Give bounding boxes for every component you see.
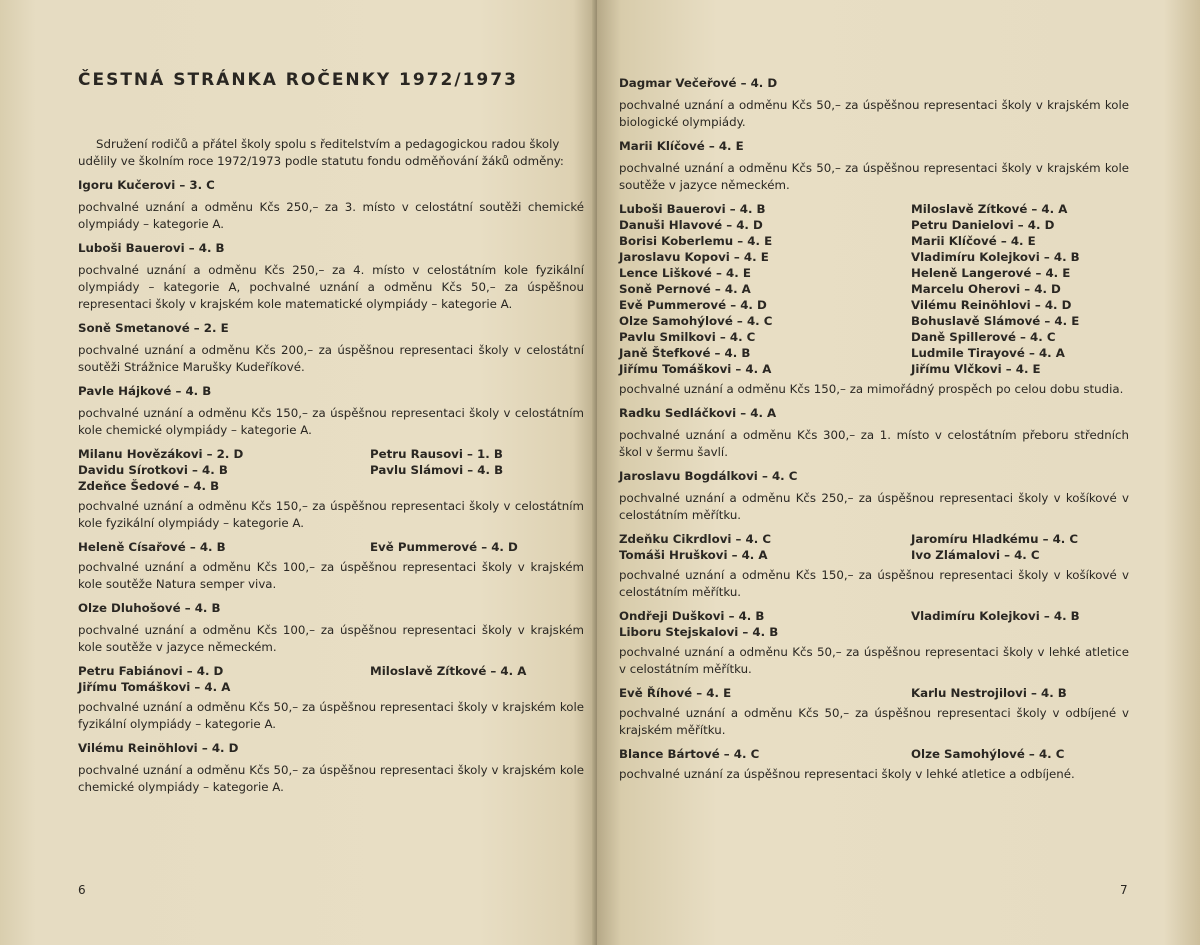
award-description: pochvalné uznání a odměnu Kčs 100,– za úspěšnou representaci školy v krajském kole soutěže Natura semper viva. [78,560,584,591]
recipient-name: Zdeňku Cikrdlovi – 4. C [619,532,772,546]
recipient-name: Daně Spillerové – 4. C [911,330,1056,344]
recipient-name: Olze Samohýlové – 4. C [911,747,1065,761]
recipient-name: Janě Štefkové – 4. B [619,346,751,360]
recipient-column [370,663,584,695]
recipient-name: Evě Říhové – 4. E [619,686,732,700]
recipient-column [619,201,911,377]
recipient-name: Pavlu Smilkovi – 4. C [619,330,756,344]
award-entry [619,405,1129,461]
recipient-name: Pavlu Slámovi – 4. B [370,463,504,477]
award-entry [78,240,584,313]
award-list [78,177,584,796]
award-entry [78,663,584,733]
recipient-column [370,539,584,555]
award-entry [619,468,1129,524]
award-description: pochvalné uznání a odměnu Kčs 150,– za úspěšnou representaci školy v košíkové v celostátním měřítku. [619,568,1129,599]
recipient-column [911,685,1129,701]
award-entry [78,600,584,656]
recipient-name: Ivo Zlámalovi – 4. C [911,548,1040,562]
recipient-column [911,608,1129,640]
recipient-name: Bohuslavě Slámové – 4. E [911,314,1080,328]
recipient-name: Vilému Reinöhlovi – 4. D [78,741,239,755]
recipient-name: Blance Bártové – 4. C [619,747,760,761]
award-entry [619,685,1129,739]
recipient-column [619,531,911,563]
recipient-name: Jiřímu Vlčkovi – 4. E [911,362,1041,376]
recipient-column [619,746,911,762]
recipient-columns [619,746,1129,762]
recipient-name: Heleně Císařové – 4. B [78,540,226,554]
recipient-name: Vilému Reinöhlovi – 4. D [911,298,1072,312]
recipient-name: Luboši Bauerovi – 4. B [619,202,766,216]
recipient-name: Dagmar Večeřové – 4. D [619,76,778,90]
right-page [597,0,1200,945]
recipient-name: Jaroslavu Kopovi – 4. E [619,250,769,264]
recipient-column [619,608,911,640]
award-description: pochvalné uznání a odměnu Kčs 100,– za úspěšnou representaci školy v krajském kole soutěže v jazyce německém. [78,623,584,654]
page-title: ČESTNÁ STRÁNKA ROČENKY 1972/1973 [78,70,518,90]
recipient-name: Soně Pernové – 4. A [619,282,751,296]
recipient-name: Olze Samohýlové – 4. C [619,314,773,328]
recipient-columns [619,531,1129,563]
recipient-columns [78,663,584,695]
award-entry [78,177,584,233]
award-entry [619,138,1129,194]
recipient-columns [619,608,1129,640]
recipient-name: Karlu Nestrojilovi – 4. B [911,686,1067,700]
award-description: pochvalné uznání a odměnu Kčs 300,– za 1. místo v celostátním přeboru středních škol v šermu šavlí. [619,428,1129,459]
recipient-name: Marii Klíčové – 4. E [619,139,744,153]
recipient-name: Petru Rausovi – 1. B [370,447,503,461]
recipient-name: Vladimíru Kolejkovi – 4. B [911,250,1080,264]
page-number: 6 [78,883,86,897]
award-entry [619,608,1129,678]
recipient-name: Olze Dluhošové – 4. B [78,601,221,615]
recipient-column [78,663,370,695]
recipient-name: Danuši Hlavové – 4. D [619,218,763,232]
recipient-columns [78,539,584,555]
award-description: pochvalné uznání a odměnu Kčs 200,– za úspěšnou representaci školy v celostátní soutěži Strážnice Marušky Kudeříkové. [78,343,584,374]
recipient-name: Miloslavě Zítkové – 4. A [911,202,1068,216]
award-description: pochvalné uznání a odměnu Kčs 250,– za 3. místo v celostátní soutěži chemické olympiády – kategorie A. [78,200,584,231]
recipient-name: Petru Fabiánovi – 4. D [78,664,224,678]
left-page [0,0,597,945]
award-entry [619,531,1129,601]
recipient-name: Ondřeji Duškovi – 4. B [619,609,765,623]
award-entry [78,383,584,439]
intro-paragraph: Sdružení rodičů a přátel školy spolu s ředitelstvím a pedagogickou radou školy udělily ve školním roce 1972/1973 podle statutu fondu odměňování žáků odměny: [78,137,564,168]
recipient-column [78,539,370,555]
recipient-columns [78,446,584,494]
recipient-name: Petru Danielovi – 4. D [911,218,1055,232]
recipient-name: Evě Pummerové – 4. D [619,298,767,312]
recipient-column [619,685,911,701]
recipient-columns [619,201,1129,377]
award-entry [78,539,584,593]
recipient-name: Jiřímu Tomáškovi – 4. A [78,680,231,694]
award-description: pochvalné uznání a odměnu Kčs 250,– za 4. místo v celostátním kole fyzikální olympiády – kategorie A, pochvalné uznání a odměnu Kčs 50,– za úspěšnou representaci školy v krajském kole matematické olympiády – kategorie A. [78,263,584,311]
award-entry [78,446,584,532]
award-description: pochvalné uznání a odměnu Kčs 50,– za úspěšnou representaci školy v odbíjené v krajském měřítku. [619,706,1129,737]
award-entry [78,320,584,376]
award-description: pochvalné uznání a odměnu Kčs 50,– za úspěšnou representaci školy v lehké atletice v celostátním měřítku. [619,645,1129,676]
recipient-name: Evě Pummerové – 4. D [370,540,518,554]
recipient-name: Marii Klíčové – 4. E [911,234,1036,248]
award-entry [78,740,584,796]
award-description: pochvalné uznání a odměnu Kčs 50,– za úspěšnou representaci školy v krajském kole biologické olympiády. [619,98,1129,129]
recipient-column [911,746,1129,762]
recipient-column [370,446,584,494]
recipient-name: Marcelu Oherovi – 4. D [911,282,1061,296]
recipient-name: Lence Liškové – 4. E [619,266,751,280]
award-entry [619,75,1129,131]
award-entry [619,201,1129,398]
recipient-name: Borisi Koberlemu – 4. E [619,234,773,248]
award-description: pochvalné uznání a odměnu Kčs 150,– za úspěšnou representaci školy v celostátním kole fyzikální olympiády – kategorie A. [78,499,584,530]
recipient-name: Jiřímu Tomáškovi – 4. A [619,362,772,376]
recipient-name: Igoru Kučerovi – 3. C [78,178,215,192]
award-entry [619,746,1129,783]
award-description: pochvalné uznání za úspěšnou representaci školy v lehké atletice a odbíjené. [619,767,1075,781]
recipient-name: Jaromíru Hladkému – 4. C [911,532,1079,546]
recipient-name: Davidu Sírotkovi – 4. B [78,463,228,477]
award-description: pochvalné uznání a odměnu Kčs 250,– za úspěšnou representaci školy v košíkové v celostátním měřítku. [619,491,1129,522]
right-page-content [619,68,1129,787]
recipient-name: Jaroslavu Bogdálkovi – 4. C [619,469,798,483]
award-description: pochvalné uznání a odměnu Kčs 50,– za úspěšnou representaci školy v krajském kole fyzikální olympiády – kategorie A. [78,700,584,731]
recipient-column [911,201,1129,377]
award-description: pochvalné uznání a odměnu Kčs 150,– za mimořádný prospěch po celou dobu studia. [619,382,1124,396]
recipient-name: Zdeňce Šedové – 4. B [78,479,220,493]
award-description: pochvalné uznání a odměnu Kčs 50,– za úspěšnou representaci školy v krajském kole chemické olympiády – kategorie A. [78,763,584,794]
page-number: 7 [1120,883,1128,897]
recipient-column [911,531,1129,563]
recipient-name: Tomáši Hruškovi – 4. A [619,548,768,562]
award-description: pochvalné uznání a odměnu Kčs 150,– za úspěšnou representaci školy v celostátním kole chemické olympiády – kategorie A. [78,406,584,437]
award-description: pochvalné uznání a odměnu Kčs 50,– za úspěšnou representaci školy v krajském kole soutěže v jazyce německém. [619,161,1129,192]
recipient-name: Vladimíru Kolejkovi – 4. B [911,609,1080,623]
left-page-content [78,70,584,800]
recipient-name: Heleně Langerové – 4. E [911,266,1071,280]
recipient-column [78,446,370,494]
recipient-name: Miloslavě Zítkové – 4. A [370,664,527,678]
recipient-name: Pavle Hájkové – 4. B [78,384,212,398]
recipient-name: Radku Sedláčkovi – 4. A [619,406,777,420]
recipient-name: Luboši Bauerovi – 4. B [78,241,225,255]
recipient-name: Milanu Hovězákovi – 2. D [78,447,244,461]
award-list [619,75,1129,783]
recipient-name: Ludmile Tirayové – 4. A [911,346,1065,360]
recipient-columns [619,685,1129,701]
recipient-name: Soně Smetanové – 2. E [78,321,229,335]
recipient-name: Liboru Stejskalovi – 4. B [619,625,779,639]
